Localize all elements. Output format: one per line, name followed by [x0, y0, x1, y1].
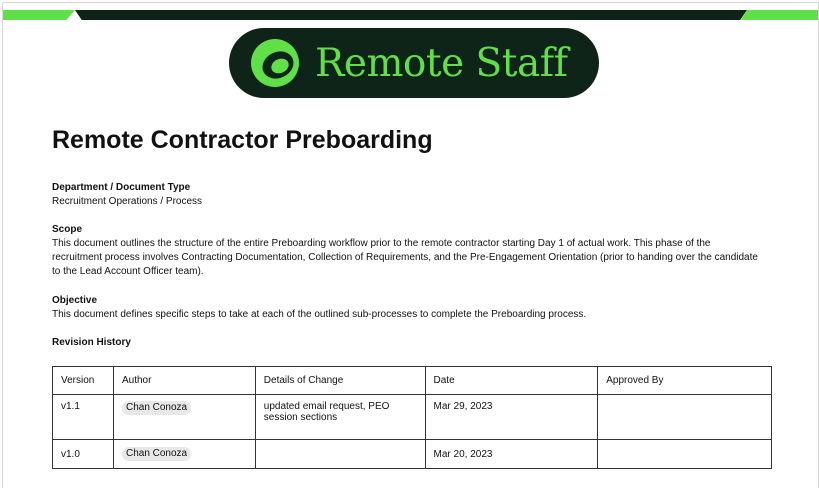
document-page [2, 2, 819, 488]
objective-text: This document defines specific steps to take at each of the outlined sub-processes to complete the Preboarding process. [52, 309, 587, 320]
revision-history-label: Revision History [52, 337, 131, 348]
header-date: Date [425, 367, 598, 395]
table-row [53, 440, 772, 469]
cell-version: v1.0 [53, 440, 114, 469]
page-title: Remote Contractor Preboarding [52, 126, 433, 154]
header-details: Details of Change [255, 367, 425, 395]
cell-details: updated email request, PEO session sections [255, 395, 425, 440]
cell-details [255, 440, 425, 469]
objective-label: Objective [52, 295, 98, 306]
header-version: Version [53, 367, 114, 395]
objective-section [52, 294, 762, 322]
logo-text: Remote Staff [315, 40, 568, 86]
cell-date: Mar 20, 2023 [425, 440, 598, 469]
header-approved-by: Approved By [598, 367, 772, 395]
revision-table [52, 366, 772, 469]
author-chip[interactable]: Chan Conoza [122, 447, 191, 461]
header-stripe-right [741, 10, 818, 20]
table-header-row [53, 367, 772, 395]
cell-date: Mar 29, 2023 [425, 395, 598, 440]
header-stripe-center [75, 10, 747, 20]
table-row [53, 395, 772, 440]
cell-version: v1.1 [53, 395, 114, 440]
cell-author [113, 440, 255, 469]
cell-approved-by [598, 395, 772, 440]
scope-text: This document outlines the structure of the entire Preboarding workflow prior to the remote contractor starting Day 1 of actual work. This phase of the recruitment process involves Contracting Documentation, Collection of Requirements, and the Pre-Engagement Orientation (prior to handing over the candidate to the Lead Account Officer team). [52, 238, 758, 277]
cell-approved-by [598, 440, 772, 469]
cell-author [113, 395, 255, 440]
department-value: Recruitment Operations / Process [52, 196, 203, 207]
author-chip[interactable]: Chan Conoza [122, 401, 191, 415]
scope-label: Scope [52, 224, 83, 235]
department-label: Department / Document Type [52, 182, 191, 193]
scope-section [52, 223, 762, 279]
department-section [52, 181, 762, 209]
header-stripe-left [3, 10, 75, 20]
logo-ring-icon [249, 37, 301, 89]
header-author: Author [113, 367, 255, 395]
remote-staff-logo [229, 28, 599, 98]
